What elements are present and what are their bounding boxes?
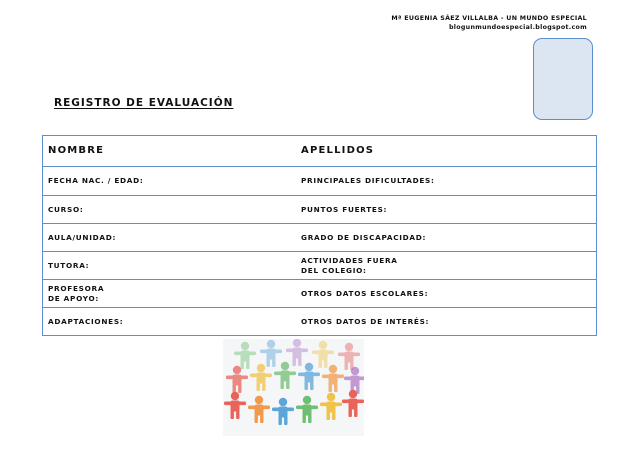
field-profesora-apoyo-label: PROFESORA DE APOYO:: [48, 283, 105, 303]
form-row-aula: [43, 224, 596, 252]
field-aula-unidad[interactable]: AULA/UNIDAD:: [48, 232, 117, 242]
paper-people-chain-icon: [223, 339, 364, 436]
field-tutora[interactable]: TUTORA:: [48, 260, 90, 270]
field-adaptaciones[interactable]: ADAPTACIONES:: [48, 316, 124, 326]
field-actividades-fuera-label: ACTIVIDADES FUERA DEL COLEGIO:: [301, 255, 398, 275]
field-puntos-fuertes[interactable]: PUNTOS FUERTES:: [301, 204, 388, 214]
field-apellidos[interactable]: APELLIDOS: [301, 145, 375, 156]
form-row-tutora: [43, 252, 596, 280]
evaluation-form-table: [42, 135, 597, 336]
field-otros-datos-interes[interactable]: OTROS DATOS DE INTERÉS:: [301, 316, 430, 326]
author-website: blogunmundoespecial.blogspot.com: [448, 23, 587, 31]
field-actividades-fuera[interactable]: [296, 252, 596, 279]
author-header: [330, 15, 587, 32]
field-fecha-nac-edad[interactable]: FECHA NAC. / EDAD:: [48, 176, 144, 185]
field-principales-dificultades[interactable]: PRINCIPALES DIFICULTADES:: [301, 176, 435, 185]
form-row-nombre: [43, 136, 596, 167]
field-nombre[interactable]: NOMBRE: [48, 145, 105, 156]
field-curso[interactable]: CURSO:: [48, 204, 84, 214]
form-row-fecha: [43, 167, 596, 196]
form-row-profesora: [43, 280, 596, 308]
page-title: REGISTRO DE EVALUACIÓN: [54, 97, 234, 109]
photo-placeholder: [533, 38, 593, 120]
field-profesora-apoyo[interactable]: [43, 280, 296, 307]
form-row-curso: [43, 196, 596, 224]
form-row-adaptaciones: [43, 308, 596, 335]
field-grado-discapacidad[interactable]: GRADO DE DISCAPACIDAD:: [301, 232, 427, 242]
author-name: Mª EUGENIA SÁEZ VILLALBA - UN MUNDO ESPECIAL: [391, 15, 587, 22]
field-otros-datos-escolares[interactable]: OTROS DATOS ESCOLARES:: [301, 288, 429, 298]
